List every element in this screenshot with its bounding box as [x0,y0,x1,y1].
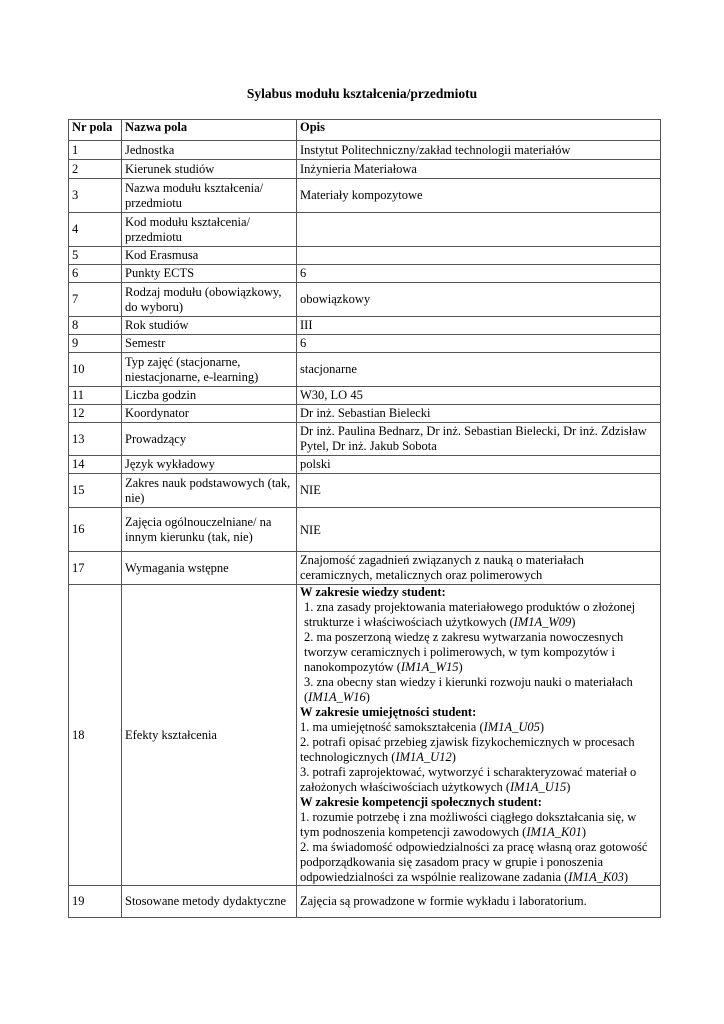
row-name: Stosowane metody dydaktyczne [122,886,297,918]
document-title: Sylabus modułu kształcenia/przedmiotu [246,86,478,101]
table-row [69,265,661,283]
row-desc [297,247,661,265]
row-desc: Inżynieria Materiałowa [297,160,661,179]
table-row [69,456,661,474]
row-name: Nazwa modułu kształcenia/ przedmiotu [122,179,297,213]
row-nr: 1 [69,141,122,160]
outcomes-social-heading: W zakresie kompetencji społecznych student: [300,795,542,809]
row-name: Rodzaj modułu (obowiązkowy, do wyboru) [122,283,297,317]
row-name: Kod Erasmusa [122,247,297,265]
table-row [69,247,661,265]
table-row [69,387,661,405]
table-row [69,353,661,387]
row-nr: 9 [69,335,122,353]
row-nr: 15 [69,474,122,508]
row-nr: 17 [69,552,122,585]
row-desc: Zajęcia są prowadzone w formie wykładu i laboratorium. [297,886,661,918]
table-header-row [69,120,661,141]
table-row [69,552,661,585]
row-desc: W30, LO 45 [297,387,661,405]
row-desc: NIE [297,474,661,508]
row-desc: Materiały kompozytowe [297,179,661,213]
row-nr: 14 [69,456,122,474]
row-nr: 16 [69,508,122,552]
table-row [69,886,661,918]
row-nr: 13 [69,423,122,456]
outcome-item: 2. ma świadomość odpowiedzialności za pracę własną oraz gotowość podporządkowania się zasadom pracy w grupie i ponoszenia odpowiedzialności za wspólnie realizowane zadania (IM1A_K03) [300,840,648,884]
row-nr: 3 [69,179,122,213]
row-name: Zakres nauk podstawowych (tak, nie) [122,474,297,508]
outcome-item: 1. ma umiejętność samokształcenia (IM1A_U05) [300,720,545,734]
row-desc [297,213,661,247]
table-row [69,335,661,353]
row-name: Efekty kształcenia [122,585,297,886]
table-row [69,585,661,886]
table-row [69,317,661,335]
table-row [69,405,661,423]
outcome-item: 3. potrafi zaprojektować, wytworzyć i scharakteryzować materiał o założonych właściwościach użytkowych (IM1A_U15) [300,765,637,794]
row-name: Typ zajęć (stacjonarne, niestacjonarne, e-learning) [122,353,297,387]
outcome-item: 2. potrafi opisać przebieg zjawisk fizykochemicznych w procesach technologicznych (IM1A_U12) [300,735,635,764]
row-nr: 7 [69,283,122,317]
row-nr: 18 [69,585,122,886]
row-desc: 6 [297,265,661,283]
row-nr: 4 [69,213,122,247]
row-desc: stacjonarne [297,353,661,387]
table-row [69,508,661,552]
row-name: Język wykładowy [122,456,297,474]
row-desc: obowiązkowy [297,283,661,317]
table-row [69,423,661,456]
outcomes-skills-heading: W zakresie umiejętności student: [300,705,477,719]
row-name: Jednostka [122,141,297,160]
syllabus-table [68,119,661,918]
row-name: Wymagania wstępne [122,552,297,585]
row-name: Kod modułu kształcenia/ przedmiotu [122,213,297,247]
table-row [69,474,661,508]
outcome-item: 1. rozumie potrzebę i zna możliwości ciągłego dokształcania się, w tym podnoszenia kompetencji zawodowych (IM1A_K01) [300,810,637,839]
table-row [69,213,661,247]
row-name: Zajęcia ogólnouczelniane/ na innym kierunku (tak, nie) [122,508,297,552]
row-desc: III [297,317,661,335]
table-row [69,160,661,179]
row-nr: 5 [69,247,122,265]
outcome-item: 3. zna obecny stan wiedzy i kierunki rozwoju nauki o materiałach (IM1A_W16) [304,675,633,704]
outcome-item: 1. zna zasady projektowania materiałowego produktów o złożonej strukturze i właściwościach użytkowych (IM1A_W09) [304,600,636,629]
learning-outcomes-cell [297,585,661,886]
row-nr: 11 [69,387,122,405]
row-name: Prowadzący [122,423,297,456]
row-name: Semestr [122,335,297,353]
table-row [69,179,661,213]
row-nr: 10 [69,353,122,387]
row-desc: NIE [297,508,661,552]
row-name: Koordynator [122,405,297,423]
row-nr: 6 [69,265,122,283]
row-desc: Dr inż. Sebastian Bielecki [297,405,661,423]
outcomes-knowledge-heading: W zakresie wiedzy student: [300,585,446,599]
table-row [69,141,661,160]
header-nr: Nr pola [69,120,122,141]
row-nr: 12 [69,405,122,423]
row-desc: polski [297,456,661,474]
row-name: Punkty ECTS [122,265,297,283]
row-desc: Instytut Politechniczny/zakład technologii materiałów [297,141,661,160]
row-nr: 2 [69,160,122,179]
row-desc: Dr inż. Paulina Bednarz, Dr inż. Sebastian Bielecki, Dr inż. Zdzisław Pytel, Dr inż. Jakub Sobota [297,423,661,456]
row-nr: 8 [69,317,122,335]
header-desc: Opis [297,120,661,141]
row-name: Liczba godzin [122,387,297,405]
row-name: Kierunek studiów [122,160,297,179]
outcome-item: 2. ma poszerzoną wiedzę z zakresu wytwarzania nowoczesnych tworzyw ceramicznych i polimerowych, w tym kompozytów i nanokompozytów (IM1A_W15) [304,630,624,674]
row-desc: 6 [297,335,661,353]
header-name: Nazwa pola [122,120,297,141]
row-name: Rok studiów [122,317,297,335]
row-nr: 19 [69,886,122,918]
row-desc: Znajomość zagadnień związanych z nauką o materiałach ceramicznych, metalicznych oraz polimerowych [297,552,661,585]
table-row [69,283,661,317]
